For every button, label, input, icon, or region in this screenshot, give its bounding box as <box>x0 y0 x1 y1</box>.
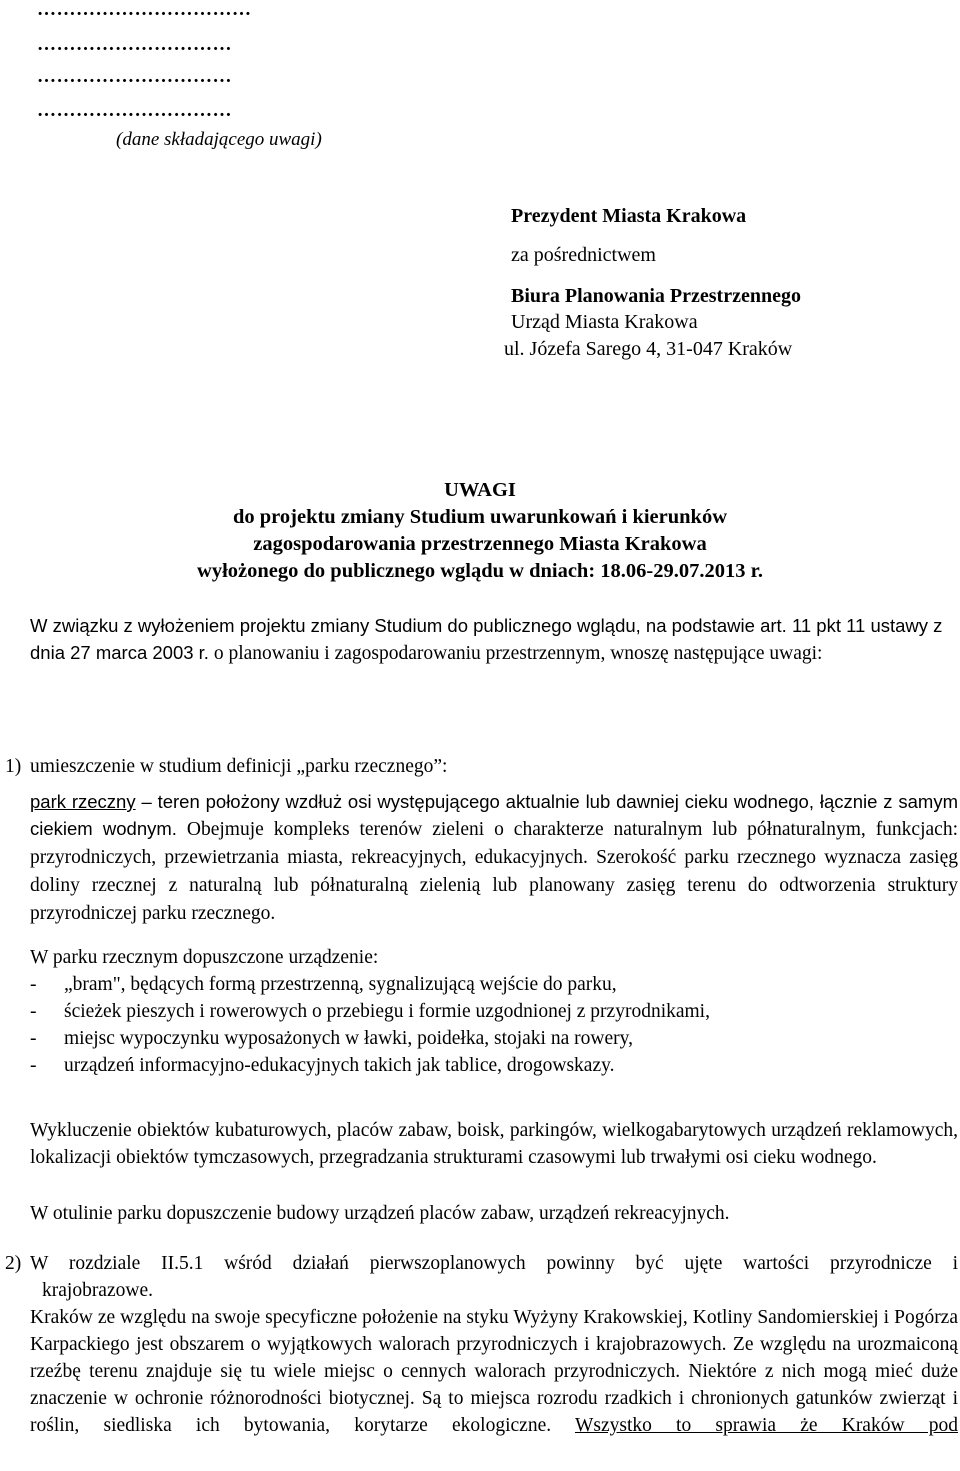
sender-dots-line: ………………………… <box>37 34 232 55</box>
item-number: 2) <box>5 1253 22 1274</box>
list-item-text: miejsc wypoczynku wyposażonych w ławki, poidełka, stojaki na rowery, <box>64 1028 633 1049</box>
recipient-address: ul. Józefa Sarego 4, 31-047 Kraków <box>504 338 793 360</box>
definition-paragraph <box>30 788 958 927</box>
title-line: wyłożonego do publicznego wglądu w dniach: 18.06-29.07.2013 r. <box>197 560 763 582</box>
list-item-text: urządzeń informacyjno-edukacyjnych takich jak tablice, drogowskazy. <box>64 1055 615 1076</box>
intro-serif-text: o planowaniu i zagospodarowaniu przestrzennym, wnoszę następujące uwagi: <box>208 643 823 664</box>
recipient-institution: Urząd Miasta Krakowa <box>511 311 698 333</box>
item-heading-cont: krajobrazowe. <box>42 1280 153 1301</box>
list-item-text: „bram", będących formą przestrzenną, sygnalizującą wejście do parku, <box>64 974 617 995</box>
dash-marker: - <box>30 1001 37 1022</box>
intro-paragraph <box>30 612 960 667</box>
recipient-name: Prezydent Miasta Krakowa <box>511 205 747 227</box>
item-heading: W rozdziale II.5.1 wśród działań pierwszoplanowych powinny być ujęte wartości przyrodnicze i <box>30 1253 958 1274</box>
sender-caption: (dane składającego uwagi) <box>116 129 322 150</box>
definition-text: – teren położony wzdłuż osi występującego aktualnie lub dawniej cieku wodnego, łącznie z samym ciekiem wodnym. <box>30 791 958 839</box>
item2-body-underlined: Wszystko to sprawia że Kraków pod <box>574 1415 958 1436</box>
item-heading: umieszczenie w studium definicji „parku rzecznego”: <box>30 756 448 777</box>
title-line: do projektu zmiany Studium uwarunkowań i kierunków <box>232 506 728 528</box>
sender-dots-line: ………………………… <box>37 100 232 121</box>
definition-term: park rzeczny <box>30 791 136 812</box>
dash-marker: - <box>30 1055 37 1076</box>
recipient-via: za pośrednictwem <box>511 244 656 266</box>
title-line: UWAGI <box>444 479 516 501</box>
item2-body-text: Kraków ze względu na swoje specyficzne położenie na styku Wyżyny Krakowskiej, Kotliny Sandomierskiej i Pogórza Karpackiego jest obszarem o wyjątkowych walorach przyrodniczych i krajobrazowych. Ze względu na urozmaiconą rzeźbę terenu znajduje się tu wiele miejsc o cennych walorach przyrodniczych. Niektóre z nich mogą mieć duże znaczenie w ochronie różnorodności biotycznej. Są to miejsca rozrodu rzadkich i chronionych gatunków zwierząt i roślin, siedliska ich bytowania, korytarze ekologiczne. <box>30 1307 958 1436</box>
list-item <box>30 971 617 998</box>
title-line: zagospodarowania przestrzennego Miasta Krakowa <box>253 533 707 555</box>
recipient-office: Biura Planowania Przestrzennego <box>511 285 801 307</box>
list-item <box>30 998 710 1025</box>
item-number: 1) <box>5 756 22 777</box>
dash-marker: - <box>30 974 37 995</box>
list-item <box>30 1025 633 1052</box>
dash-marker: - <box>30 1028 37 1049</box>
definition-text-serif: Obejmuje kompleks terenów zieleni o charakterze naturalnym lub półnaturalnym, funkcjach: przyrodniczych, przewietrzania miasta, rekreacyjnych, edukacyjnych. Szerokość parku rzecznego wyznacza zasięg doliny rzecznej z naturalną lub półnaturalną zielenią lub planowany zasięg terenu do odtworzenia struktury przyrodniczej parku rzecznego. <box>30 819 958 924</box>
allowed-title: W parku rzecznym dopuszczone urządzenie: <box>30 947 379 968</box>
intro-sans-text: W związku z wyłożeniem projektu zmiany Studium do publicznego wglądu, na podstawie art. 11 pkt 11 ustawy z dnia 27 marca 2003 r. <box>30 615 943 663</box>
list-item <box>30 1052 614 1079</box>
exclusion-paragraph: Wykluczenie obiektów kubaturowych, placów zabaw, boisk, parkingów, wielkogabarytowych urządzeń reklamowych, lokalizacji obiektów tymczasowych, przegradzania strukturami czasowymi lub trwałymi osi cieku wodnego. <box>30 1120 958 1168</box>
list-item-text: ścieżek pieszych i rowerowych o przebiegu i formie uzgodnionej z przyrodnikami, <box>64 1001 710 1022</box>
sender-dots-line: ………………………… <box>37 66 232 87</box>
buffer-paragraph: W otulinie parku dopuszczenie budowy urządzeń placów zabaw, urządzeń rekreacyjnych. <box>30 1203 730 1224</box>
sender-dots-line: …………………………… <box>37 0 252 20</box>
item2-body <box>30 1304 958 1439</box>
